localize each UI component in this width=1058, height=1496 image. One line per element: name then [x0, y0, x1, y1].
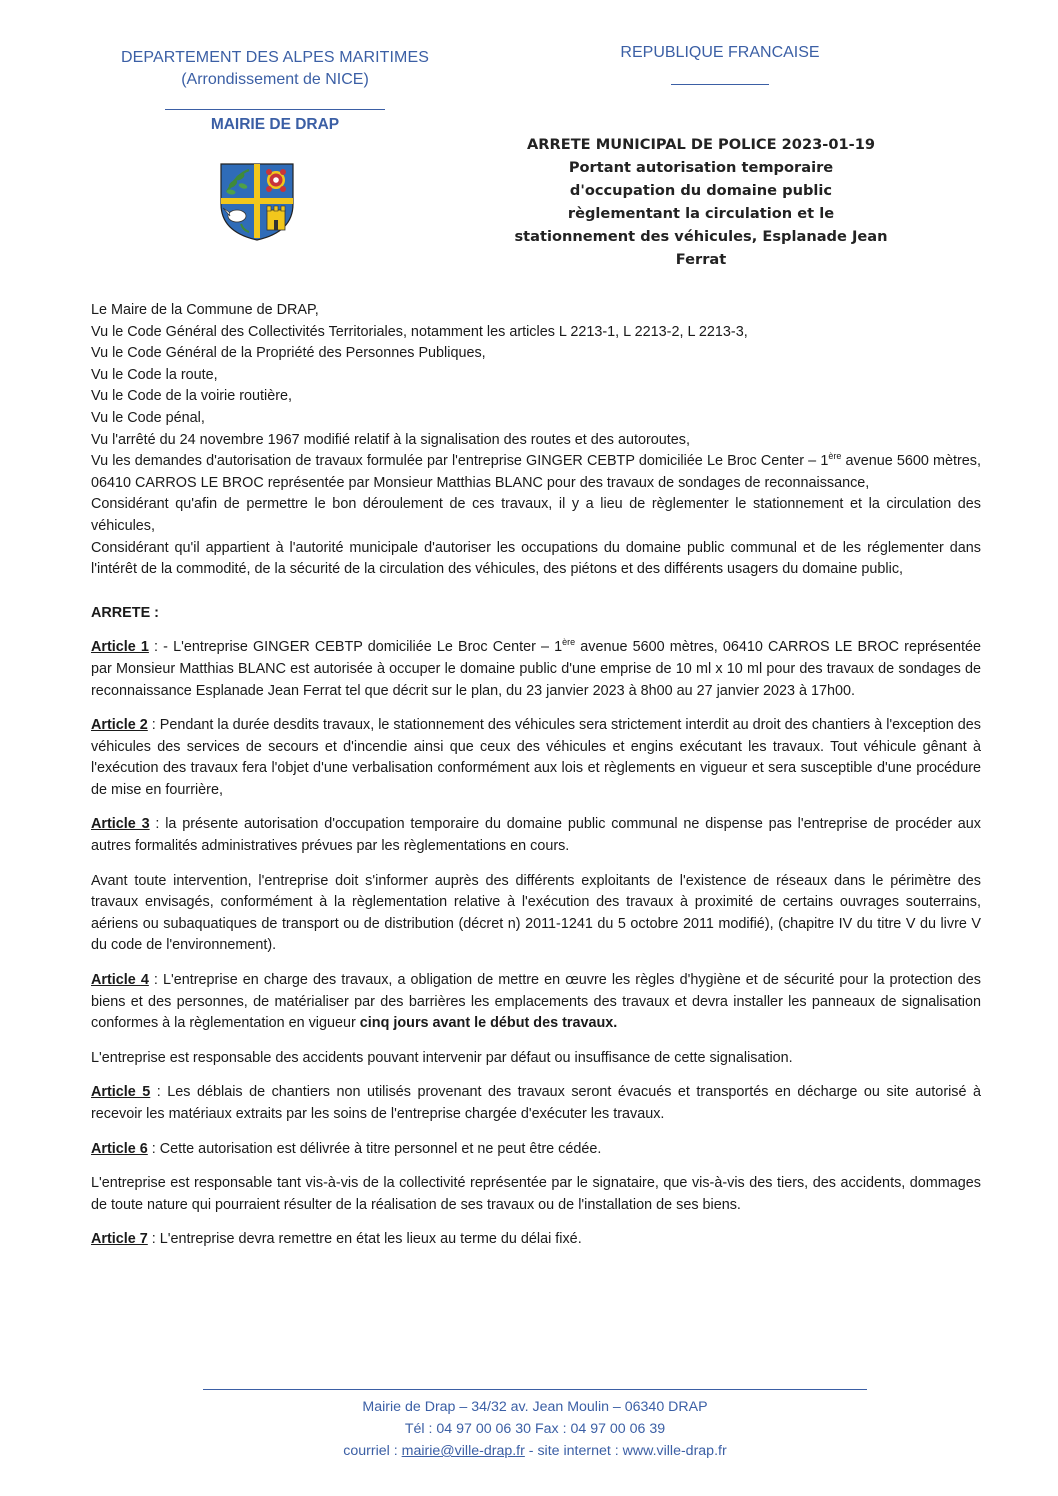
article-6: [91, 1139, 981, 1161]
article-2: [91, 715, 981, 801]
footer-email-label: courriel :: [343, 1443, 402, 1459]
article-text: : Les déblais de chantiers non utilisés provenant des travaux seront évacués et transportés en décharge ou site autorisé à recevoir les matériaux extraits par les soins de l'entreprise chargée d'exécuter les travaux.: [91, 1084, 981, 1122]
footer: [203, 1389, 867, 1462]
article-1: [91, 637, 981, 702]
article-text: : - L'entreprise GINGER CEBTP domiciliée Le Broc Center – 1: [148, 639, 563, 656]
article-3: [91, 814, 981, 857]
header-right-divider: [671, 84, 769, 85]
footer-address: Mairie de Drap – 34/32 av. Jean Moulin – 06340 DRAP: [362, 1399, 708, 1415]
decree-subject-line: d'occupation du domaine public: [569, 182, 833, 199]
visa-line: Vu le Code la route,: [91, 366, 218, 383]
footer-website: - site internet : www.ville-drap.fr: [524, 1443, 727, 1459]
visa-line: Le Maire de la Commune de DRAP,: [91, 302, 319, 318]
visa-demandes-text: avenue 5600 mètres, 06410 CARROS LE BROC représentée par Monsieur Matthias BLANC pour des travaux de sondages de reconnaissance,: [91, 453, 981, 491]
considerant: Considérant qu'il appartient à l'autorité municipale d'autoriser les occupations du domaine public communal et de les réglementer dans l'intérêt de la commodité, de la sécurité de la circulation des véhicules, des piétons et des différents usagers du domaine public,: [91, 539, 981, 578]
article-text: : Cette autorisation est délivrée à titre personnel et ne peut être cédée.: [147, 1140, 602, 1157]
decree-title: [478, 133, 924, 271]
email-link[interactable]: mairie@ville-drap.fr: [401, 1443, 525, 1459]
paragraph-avant-intervention: Avant toute intervention, l'entreprise doit s'informer auprès des différents exploitants de l'existence de réseaux dans le périmètre des travaux envisagés, conformément à la règlementation relative à l'exécution des travaux à proximité de certains ouvrages souterrains, aériens ou subaquatiques de transport ou de distribution (décret n) 2011-1241 du 5 octobre 2011 modifié), (chapitre IV du titre V du livre V du code de l'environnement).: [91, 872, 981, 954]
visa-line: Vu le Code Général de la Propriété des Personnes Publiques,: [91, 345, 486, 362]
article-label: Article 4: [91, 972, 149, 989]
visa-demandes: [91, 451, 981, 494]
article-text: avenue 5600 mètres, 06410 CARROS LE BROC représentée par Monsieur Matthias BLANC est autorisée à occuper le domaine public d'une emprise de 10 ml x 10 ml pour des travaux de sondages de reconnaissance Esplanade Jean Ferrat tel que décrit sur le plan, du 23 janvier 2023 à 8h00 au 27 janvier 2023 à 17h00.: [91, 639, 981, 699]
visa-line: Vu le Code pénal,: [91, 409, 205, 426]
article-label: Article 1: [91, 639, 149, 656]
decree-subject-line: Ferrat: [675, 251, 727, 268]
considerant: Considérant qu'afin de permettre le bon déroulement de ces travaux, il y a lieu de règlementer le stationnement et la circulation des véhicules,: [91, 496, 981, 534]
superscript: ère: [562, 637, 576, 648]
decree-body: [91, 300, 981, 1251]
arrete-heading: ARRETE :: [91, 604, 159, 621]
article-text: : Pendant la durée desdits travaux, le stationnement des véhicules sera strictement interdit au droit des chantiers à l'exception des véhicules des services de secours et d'incendie ainsi que ceux des véhicules et engins exécutant les travaux. Tout véhicule gênant à l'exécution des travaux fera l'objet d'une verbalisation conformément aux lois et règlements en vigueur et sera susceptible d'une procédure de mise en fourrière,: [91, 717, 981, 798]
footer-divider: [203, 1389, 867, 1390]
mairie-name: MAIRIE DE DRAP: [210, 116, 340, 133]
article-text: : L'entreprise en charge des travaux, a obligation de mettre en œuvre les règles d'hygiène et de sécurité pour la protection des biens et des personnes, de matérialiser par des barrières les emplacements des travaux et devra installer les panneaux de signalisation conformes à la règlementation en vigueur: [91, 972, 981, 1032]
footer-phone: Tél : 04 97 00 06 30 Fax : 04 97 00 06 39: [404, 1421, 666, 1437]
decree-subject-line: stationnement des véhicules, Esplanade Jean: [514, 228, 888, 245]
visa-line: Vu le Code de la voirie routière,: [91, 388, 293, 405]
article-text: : la présente autorisation d'occupation temporaire du domaine public communal ne dispense pas l'entreprise de procéder aux autres formalités administratives prévues par les règlementations en cours.: [91, 816, 982, 855]
decree-subject-line: règlementant la circulation et le: [567, 205, 835, 222]
header-left: [90, 47, 460, 136]
visa-line: Vu l'arrêté du 24 novembre 1967 modifié relatif à la signalisation des routes et des autoroutes,: [91, 431, 690, 448]
decree-subject-line: Portant autorisation temporaire: [568, 159, 834, 176]
header-left-divider: [165, 109, 385, 110]
paragraph-responsabilite: L'entreprise est responsable des accidents pouvant intervenir par défaut ou insuffisance de cette signalisation.: [91, 1049, 793, 1066]
arrondissement: (Arrondissement de NICE): [181, 71, 369, 88]
article-text: : L'entreprise devra remettre en état les lieux au terme du délai fixé.: [147, 1231, 582, 1248]
decree-number: ARRETE MUNICIPAL DE POLICE 2023-01-19: [526, 136, 876, 153]
article-label: Article 2: [91, 717, 148, 734]
coat-of-arms-icon: [219, 162, 295, 242]
visas: [91, 300, 981, 581]
republique-label: REPUBLIQUE FRANCAISE: [620, 44, 820, 61]
article-label: Article 6: [91, 1140, 148, 1157]
article-label: Article 7: [91, 1231, 148, 1248]
visa-line: Vu le Code Général des Collectivités Territoriales, notamment les articles L 2213-1, L 2213-2, L 2213-3,: [91, 323, 748, 340]
article-7: [91, 1229, 981, 1251]
visa-demandes-text: Vu les demandes d'autorisation de travaux formulée par l'entreprise GINGER CEBTP domiciliée Le Broc Center – 1: [91, 453, 829, 470]
article-emphasis: cinq jours avant le début des travaux.: [359, 1015, 618, 1032]
superscript: ère: [828, 451, 842, 462]
article-label: Article 5: [91, 1084, 151, 1101]
article-5: [91, 1082, 981, 1125]
department-name: DEPARTEMENT DES ALPES MARITIMES: [120, 49, 430, 66]
header-right: [600, 44, 840, 85]
paragraph-responsabilite-tiers: L'entreprise est responsable tant vis-à-vis de la collectivité représentée par le signataire, que vis-à-vis des tiers, des accidents, dommages de toute nature qui pourraient résulter de la réalisation de ses travaux ou de l'installation de ses biens.: [91, 1175, 981, 1213]
footer-contact: [203, 1440, 867, 1462]
article-label: Article 3: [91, 816, 150, 833]
article-4: [91, 970, 981, 1035]
